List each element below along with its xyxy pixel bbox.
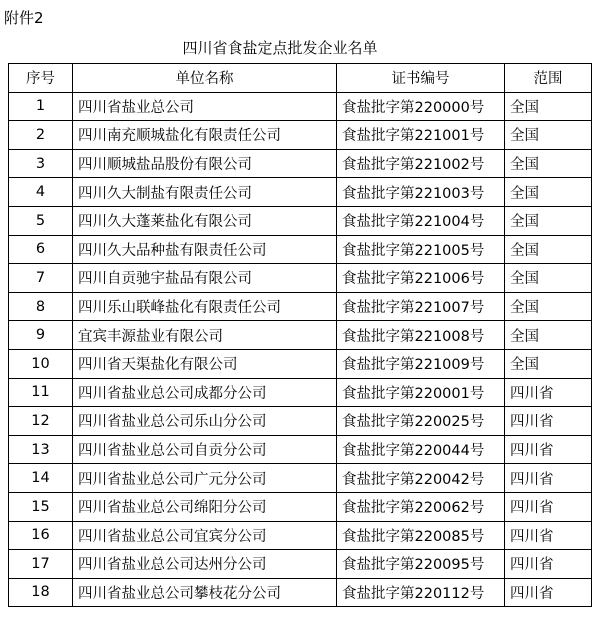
company-name: 四川省盐业总公司宜宾分公司 (73, 521, 337, 550)
scope-cell: 全国 (505, 321, 592, 350)
table-row (9, 407, 592, 436)
row-number: 15 (9, 492, 73, 521)
table-row (9, 550, 592, 579)
table-row (9, 435, 592, 464)
table-header-row (9, 64, 592, 93)
scope-cell: 四川省 (505, 378, 592, 407)
company-name: 四川久大品种盐有限责任公司 (73, 235, 337, 264)
table-row (9, 378, 592, 407)
enterprise-table (8, 63, 592, 607)
scope-cell: 全国 (505, 149, 592, 178)
certificate-number: 食盐批字第221005号 (337, 235, 505, 264)
scope-cell: 全国 (505, 292, 592, 321)
row-number: 14 (9, 464, 73, 493)
certificate-number: 食盐批字第220000号 (337, 92, 505, 121)
row-number: 12 (9, 407, 73, 436)
company-name: 四川省盐业总公司绵阳分公司 (73, 492, 337, 521)
company-name: 宜宾丰源盐业有限公司 (73, 321, 337, 350)
company-name: 四川顺城盐品股份有限公司 (73, 149, 337, 178)
company-name: 四川省盐业总公司自贡分公司 (73, 435, 337, 464)
scope-cell: 全国 (505, 121, 592, 150)
scope-cell: 全国 (505, 206, 592, 235)
certificate-number: 食盐批字第220025号 (337, 407, 505, 436)
table-body (9, 92, 592, 607)
certificate-number: 食盐批字第221007号 (337, 292, 505, 321)
row-number: 17 (9, 550, 73, 579)
scope-cell: 四川省 (505, 492, 592, 521)
certificate-number: 食盐批字第220001号 (337, 378, 505, 407)
certificate-number: 食盐批字第221008号 (337, 321, 505, 350)
scope-cell: 四川省 (505, 521, 592, 550)
row-number: 10 (9, 349, 73, 378)
table-row (9, 92, 592, 121)
row-number: 9 (9, 321, 73, 350)
row-number: 11 (9, 378, 73, 407)
row-number: 6 (9, 235, 73, 264)
certificate-number: 食盐批字第220085号 (337, 521, 505, 550)
row-number: 16 (9, 521, 73, 550)
header-name: 单位名称 (73, 64, 337, 93)
scope-cell: 全国 (505, 349, 592, 378)
scope-cell: 全国 (505, 264, 592, 293)
table-row (9, 206, 592, 235)
row-number: 1 (9, 92, 73, 121)
row-number: 7 (9, 264, 73, 293)
row-number: 5 (9, 206, 73, 235)
certificate-number: 食盐批字第220095号 (337, 550, 505, 579)
company-name: 四川省盐业总公司乐山分公司 (73, 407, 337, 436)
header-cert: 证书编号 (337, 64, 505, 93)
company-name: 四川南充顺城盐化有限责任公司 (73, 121, 337, 150)
certificate-number: 食盐批字第221004号 (337, 206, 505, 235)
scope-cell: 四川省 (505, 435, 592, 464)
row-number: 13 (9, 435, 73, 464)
table-row (9, 521, 592, 550)
company-name: 四川久大蓬莱盐化有限公司 (73, 206, 337, 235)
certificate-number: 食盐批字第220062号 (337, 492, 505, 521)
row-number: 3 (9, 149, 73, 178)
table-row (9, 178, 592, 207)
company-name: 四川省盐业总公司攀枝花分公司 (73, 578, 337, 607)
table-row (9, 492, 592, 521)
table-row (9, 121, 592, 150)
row-number: 2 (9, 121, 73, 150)
certificate-number: 食盐批字第221003号 (337, 178, 505, 207)
company-name: 四川久大制盐有限责任公司 (73, 178, 337, 207)
certificate-number: 食盐批字第221001号 (337, 121, 505, 150)
certificate-number: 食盐批字第221002号 (337, 149, 505, 178)
scope-cell: 四川省 (505, 550, 592, 579)
table-row (9, 349, 592, 378)
row-number: 8 (9, 292, 73, 321)
table-row (9, 264, 592, 293)
certificate-number: 食盐批字第220112号 (337, 578, 505, 607)
scope-cell: 四川省 (505, 464, 592, 493)
table-row (9, 578, 592, 607)
table-row (9, 235, 592, 264)
table-row (9, 149, 592, 178)
row-number: 18 (9, 578, 73, 607)
scope-cell: 全国 (505, 235, 592, 264)
certificate-number: 食盐批字第221009号 (337, 349, 505, 378)
table-row (9, 464, 592, 493)
certificate-number: 食盐批字第220044号 (337, 435, 505, 464)
table-row (9, 292, 592, 321)
header-scope: 范围 (505, 64, 592, 93)
company-name: 四川省天渠盐化有限公司 (73, 349, 337, 378)
attachment-label: 附件2 (4, 9, 44, 27)
company-name: 四川省盐业总公司达州分公司 (73, 550, 337, 579)
scope-cell: 四川省 (505, 407, 592, 436)
company-name: 四川乐山联峰盐化有限责任公司 (73, 292, 337, 321)
header-no: 序号 (9, 64, 73, 93)
scope-cell: 全国 (505, 178, 592, 207)
certificate-number: 食盐批字第221006号 (337, 264, 505, 293)
certificate-number: 食盐批字第220042号 (337, 464, 505, 493)
document-title: 四川省食盐定点批发企业名单 (182, 39, 378, 57)
scope-cell: 全国 (505, 92, 592, 121)
company-name: 四川省盐业总公司广元分公司 (73, 464, 337, 493)
row-number: 4 (9, 178, 73, 207)
scope-cell: 四川省 (505, 578, 592, 607)
company-name: 四川省盐业总公司成都分公司 (73, 378, 337, 407)
table-row (9, 321, 592, 350)
company-name: 四川省盐业总公司 (73, 92, 337, 121)
company-name: 四川自贡驰宇盐品有限公司 (73, 264, 337, 293)
